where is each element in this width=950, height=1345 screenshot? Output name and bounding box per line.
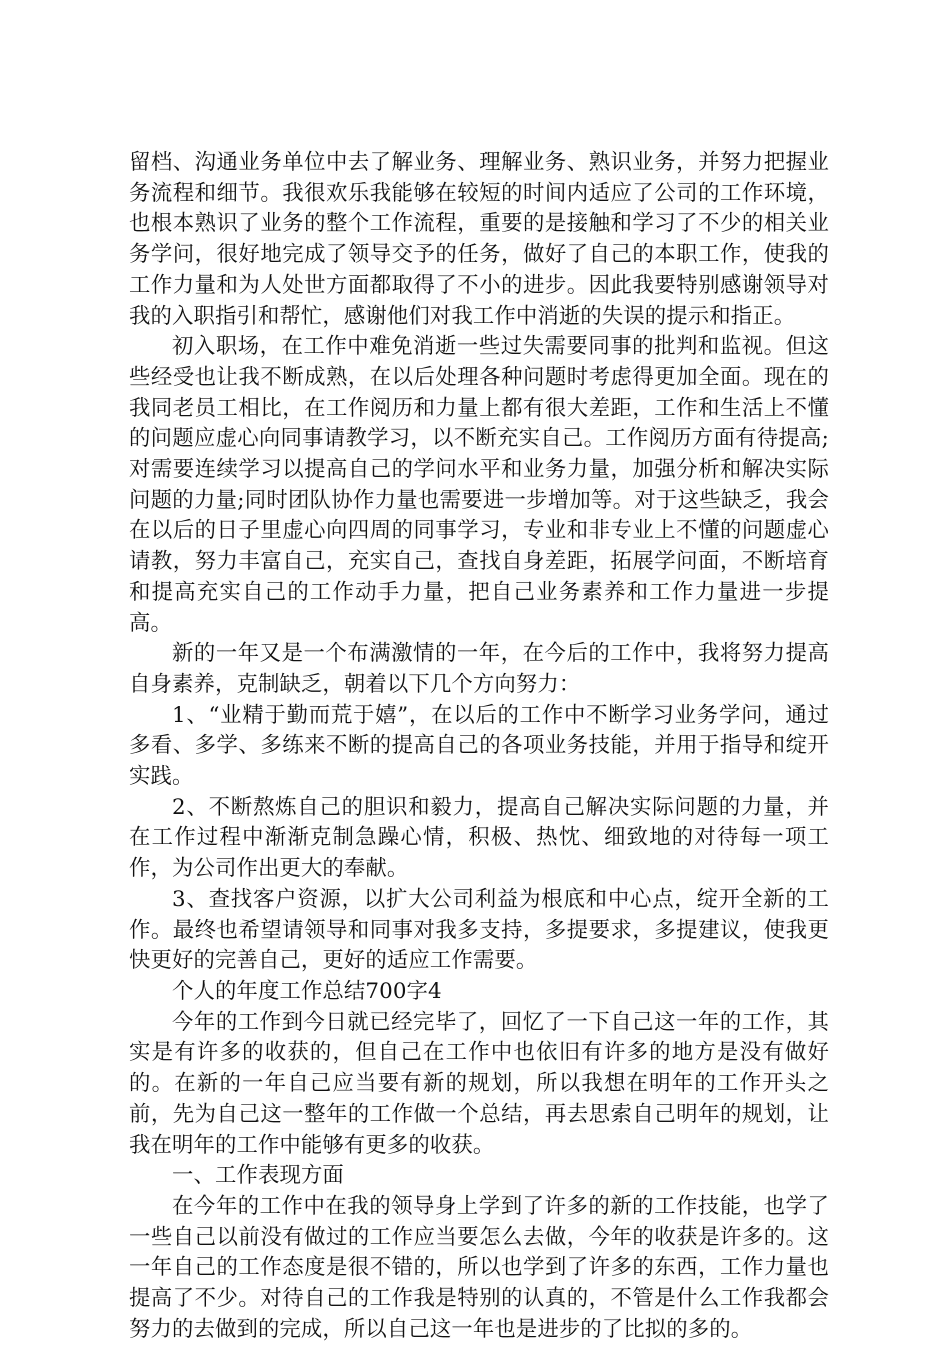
document-body: [129, 148, 829, 1345]
section-heading: 一、工作表现方面: [172, 1163, 344, 1189]
list-item: 2、不断熬炼自己的胆识和毅力，提高自己解决实际问题的力量，并在工作过程中渐渐克制急躁心情，积极、热忱、细致地的对待每一项工作，为公司作出更大的奉献。: [129, 794, 829, 882]
list-item: 1、“业精于勤而荒于嬉”，在以后的工作中不断学习业务学问，通过多看、多学、多练来不断的提高自己的各项业务技能，并用于指导和绽开实践。: [129, 702, 829, 790]
paragraph: 今年的工作到今日就已经完毕了，回忆了一下自己这一年的工作，其实是有许多的收获的，但自己在工作中也依旧有许多的地方是没有做好的。在新的一年自己应当要有新的规划，所以我想在明年的工作开头之前，先为自己这一整年的工作做一个总结，再去思索自己明年的规划，让我在明年的工作中能够有更多的收获。: [129, 1009, 829, 1158]
list-item: 3、查找客户资源，以扩大公司利益为根底和中心点，绽开全新的工作。最终也希望请领导和同事对我多支持，多提要求，多提建议，使我更快更好的完善自己，更好的适应工作需要。: [129, 886, 829, 974]
paragraph: 留档、沟通业务单位中去了解业务、理解业务、熟识业务，并努力把握业务流程和细节。我很欢乐我能够在较短的时间内适应了公司的工作环境，也根本熟识了业务的整个工作流程，重要的是接触和学习了不少的相关业务学问，很好地完成了领导交予的任务，做好了自己的本职工作，使我的工作力量和为人处世方面都取得了不小的进步。因此我要特别感谢领导对我的入职指引和帮忙，感谢他们对我工作中消逝的失误的提示和指正。: [129, 150, 829, 329]
paragraph: 初入职场，在工作中难免消逝一些过失需要同事的批判和监视。但这些经受也让我不断成熟，在以后处理各种问题时考虑得更加全面。现在的我同老员工相比，在工作阅历和力量上都有很大差距，工作和生活上不懂的问题应虚心向同事请教学习，以不断充实自己。工作阅历方面有待提高;对需要连续学习以提高自己的学问水平和业务力量，加强分析和解决实际问题的力量;同时团队协作力量也需要进一步增加等。对于这些缺乏，我会在以后的日子里虚心向四周的同事学习，专业和非专业上不懂的问题虚心请教，努力丰富自己，充实自己，查找自身差距，拓展学问面，不断培育和提高充实自己的工作动手力量，把自己业务素养和工作力量进一步提高。: [129, 334, 829, 636]
paragraph: 新的一年又是一个布满激情的一年，在今后的工作中，我将努力提高自身素养，克制缺乏，朝着以下几个方向努力：: [129, 641, 829, 697]
section-title: 个人的年度工作总结700字4: [172, 978, 442, 1004]
paragraph: 在今年的工作中在我的领导身上学到了许多的新的工作技能，也学了一些自己以前没有做过的工作应当要怎么去做，今年的收获是许多的。这一年自己的工作态度是很不错的，所以也学到了许多的东西，工作力量也提高了不少。对待自己的工作我是特别的认真的，不管是什么工作我都会努力的去做到的完成，所以自己这一年也是进步的了比拟的多的。: [129, 1193, 829, 1342]
